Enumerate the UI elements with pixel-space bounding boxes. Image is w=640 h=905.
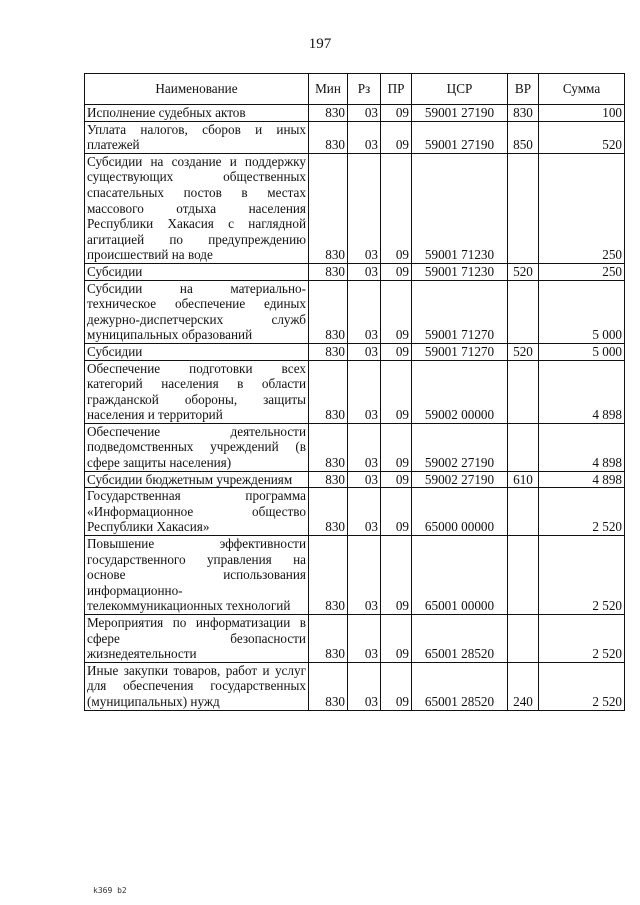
row-name: Мероприятия по информатизации в сфере безопасности жизнедеятельности bbox=[85, 615, 309, 663]
footer-code: k369 b2 bbox=[93, 886, 127, 895]
row-csr: 59001 71230 bbox=[412, 153, 508, 263]
header-csr: ЦСР bbox=[412, 74, 508, 105]
row-vr: 520 bbox=[508, 343, 539, 360]
row-csr: 59001 71270 bbox=[412, 343, 508, 360]
row-vr: 830 bbox=[508, 105, 539, 122]
header-name: Наименование bbox=[85, 74, 309, 105]
row-name: Субсидии бюджетным учреждениям bbox=[85, 471, 309, 488]
row-csr: 65000 00000 bbox=[412, 488, 508, 536]
row-sum: 2 520 bbox=[539, 488, 625, 536]
row-csr: 59001 27190 bbox=[412, 121, 508, 153]
row-sum: 4 898 bbox=[539, 360, 625, 423]
table-row bbox=[85, 488, 625, 536]
row-rz: 03 bbox=[348, 343, 381, 360]
row-pr: 09 bbox=[381, 488, 412, 536]
row-vr: 850 bbox=[508, 121, 539, 153]
budget-table bbox=[84, 73, 625, 711]
row-name: Обеспечение подготовки всех категорий населения в области гражданской обороны, защиты населения и территорий bbox=[85, 360, 309, 423]
row-min: 830 bbox=[309, 488, 348, 536]
row-name: Субсидии на создание и поддержку существующих общественных спасательных постов в местах массового отдыха населения Республики Хакасия с наглядной агитацией по предупреждению происшествий на воде bbox=[85, 153, 309, 263]
table-row bbox=[85, 105, 625, 122]
row-sum: 520 bbox=[539, 121, 625, 153]
row-name: Субсидии bbox=[85, 263, 309, 280]
row-sum: 2 520 bbox=[539, 615, 625, 663]
header-sum: Сумма bbox=[539, 74, 625, 105]
row-name: Уплата налогов, сборов и иных платежей bbox=[85, 121, 309, 153]
row-vr: 240 bbox=[508, 662, 539, 710]
row-rz: 03 bbox=[348, 360, 381, 423]
table-header-row bbox=[85, 74, 625, 105]
row-pr: 09 bbox=[381, 615, 412, 663]
row-sum: 2 520 bbox=[539, 662, 625, 710]
row-vr bbox=[508, 615, 539, 663]
row-csr: 59001 71270 bbox=[412, 280, 508, 343]
row-vr bbox=[508, 423, 539, 471]
page-number: 197 bbox=[308, 36, 332, 52]
row-vr: 610 bbox=[508, 471, 539, 488]
row-vr bbox=[508, 536, 539, 615]
row-rz: 03 bbox=[348, 121, 381, 153]
row-csr: 59002 27190 bbox=[412, 471, 508, 488]
row-name: Субсидии на материально-техническое обеспечение единых дежурно-диспетчерских служб муниципальных образований bbox=[85, 280, 309, 343]
row-rz: 03 bbox=[348, 263, 381, 280]
row-sum: 5 000 bbox=[539, 343, 625, 360]
row-pr: 09 bbox=[381, 343, 412, 360]
row-min: 830 bbox=[309, 105, 348, 122]
table-row bbox=[85, 263, 625, 280]
row-rz: 03 bbox=[348, 471, 381, 488]
row-name: Субсидии bbox=[85, 343, 309, 360]
table-row bbox=[85, 662, 625, 710]
row-rz: 03 bbox=[348, 615, 381, 663]
row-csr: 59002 00000 bbox=[412, 360, 508, 423]
table-row bbox=[85, 615, 625, 663]
row-min: 830 bbox=[309, 153, 348, 263]
row-sum: 250 bbox=[539, 153, 625, 263]
row-name: Государственная программа «Информационное общество Республики Хакасия» bbox=[85, 488, 309, 536]
row-rz: 03 bbox=[348, 153, 381, 263]
row-min: 830 bbox=[309, 263, 348, 280]
row-min: 830 bbox=[309, 423, 348, 471]
row-min: 830 bbox=[309, 280, 348, 343]
row-csr: 65001 28520 bbox=[412, 662, 508, 710]
row-min: 830 bbox=[309, 536, 348, 615]
row-vr bbox=[508, 488, 539, 536]
row-vr bbox=[508, 280, 539, 343]
table-row bbox=[85, 423, 625, 471]
row-min: 830 bbox=[309, 615, 348, 663]
table-row bbox=[85, 471, 625, 488]
table-row bbox=[85, 536, 625, 615]
row-rz: 03 bbox=[348, 488, 381, 536]
table-row bbox=[85, 153, 625, 263]
table-row bbox=[85, 360, 625, 423]
row-name: Обеспечение деятельности подведомственных учреждений (в сфере защиты населения) bbox=[85, 423, 309, 471]
row-name: Иные закупки товаров, работ и услуг для обеспечения государственных (муниципальных) нужд bbox=[85, 662, 309, 710]
table-row bbox=[85, 343, 625, 360]
row-rz: 03 bbox=[348, 662, 381, 710]
row-name: Повышение эффективности государственного управления на основе использования информационно-телекоммуникационных технологий bbox=[85, 536, 309, 615]
row-min: 830 bbox=[309, 471, 348, 488]
row-rz: 03 bbox=[348, 536, 381, 615]
row-sum: 5 000 bbox=[539, 280, 625, 343]
row-csr: 59002 27190 bbox=[412, 423, 508, 471]
row-min: 830 bbox=[309, 662, 348, 710]
header-rz: Рз bbox=[348, 74, 381, 105]
row-pr: 09 bbox=[381, 153, 412, 263]
row-pr: 09 bbox=[381, 360, 412, 423]
header-min: Мин bbox=[309, 74, 348, 105]
row-vr bbox=[508, 360, 539, 423]
header-vr: ВР bbox=[508, 74, 539, 105]
row-rz: 03 bbox=[348, 105, 381, 122]
row-pr: 09 bbox=[381, 423, 412, 471]
row-csr: 65001 00000 bbox=[412, 536, 508, 615]
row-csr: 59001 71230 bbox=[412, 263, 508, 280]
row-csr: 59001 27190 bbox=[412, 105, 508, 122]
row-pr: 09 bbox=[381, 662, 412, 710]
row-vr bbox=[508, 153, 539, 263]
row-pr: 09 bbox=[381, 536, 412, 615]
row-sum: 2 520 bbox=[539, 536, 625, 615]
row-min: 830 bbox=[309, 121, 348, 153]
row-rz: 03 bbox=[348, 423, 381, 471]
row-vr: 520 bbox=[508, 263, 539, 280]
row-pr: 09 bbox=[381, 121, 412, 153]
row-pr: 09 bbox=[381, 280, 412, 343]
row-csr: 65001 28520 bbox=[412, 615, 508, 663]
row-pr: 09 bbox=[381, 471, 412, 488]
row-sum: 250 bbox=[539, 263, 625, 280]
row-name: Исполнение судебных актов bbox=[85, 105, 309, 122]
table-row bbox=[85, 280, 625, 343]
row-sum: 100 bbox=[539, 105, 625, 122]
row-sum: 4 898 bbox=[539, 471, 625, 488]
row-min: 830 bbox=[309, 360, 348, 423]
row-rz: 03 bbox=[348, 280, 381, 343]
row-min: 830 bbox=[309, 343, 348, 360]
row-pr: 09 bbox=[381, 105, 412, 122]
header-pr: ПР bbox=[381, 74, 412, 105]
table-row bbox=[85, 121, 625, 153]
row-pr: 09 bbox=[381, 263, 412, 280]
row-sum: 4 898 bbox=[539, 423, 625, 471]
